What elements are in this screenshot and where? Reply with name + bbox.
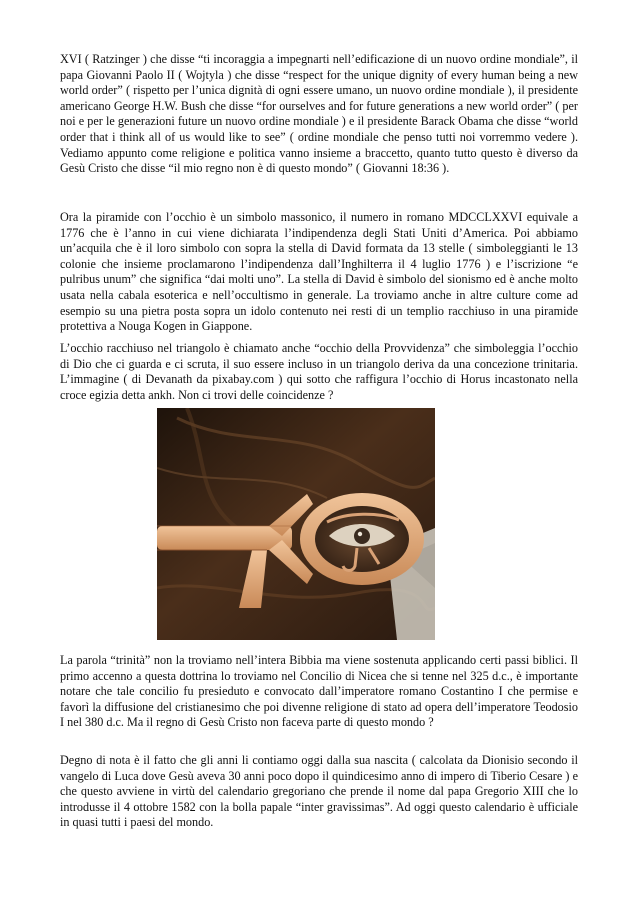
paragraph-new-world-order: XVI ( Ratzinger ) che disse “ti incoraggia a impegnarti nell’edificazione di un nuovo ordine mondiale”, il papa Giovanni Paolo II ( Wojtyla ) che disse “respect for the unique dignity of every human being a new world order” ( rispetto per l’unica dignità di ogni essere umano, un nuovo ordine mondiale ), il presidente americano George H.W. Bush che disse “for ourselves and for future generations a new world order” ( per noi e per le generazioni future un nuovo ordine mondiale ) e il presidente Barack Obama che disse “world order that i think all of us would like to see” ( ordine mondiale che penso tutti noi vorremmo vedere ). Vediamo appunto come religione e politica vanno insieme a braccetto, quanto tutto questo è diverso da Gesù Cristo che disse “il mio regno non è di questo mondo” ( Giovanni 18:36 ).: [60, 52, 578, 176]
ankh-illustration: [157, 408, 435, 640]
paragraph-eye-of-providence: L’occhio racchiuso nel triangolo è chiamato anche “occhio della Provvidenza” che simboleggia l’occhio di Dio che ci guarda e ci scruta, il suo essere incluso in un triangolo deriva da una concezione trinitaria. L’immagine ( di Devanath da pixabay.com ) qui sotto che raffigura l’occhio di Horus incastonato nella croce egizia detta ankh. Non ci trovi delle coincidenze ?: [60, 341, 578, 402]
ankh-eye-of-horus-image: [157, 408, 435, 640]
paragraph-pyramid-eye: Ora la piramide con l’occhio è un simbolo massonico, il numero in romano MDCCLXXVI equivale a 1776 che è l’anno in cui viene dichiarata l’indipendenza degli Stati Uniti d’America. Poi abbiamo un’acquila che è il loro simbolo con sopra la stella di David formata da 13 stelle ( simboleggianti le 13 colonie che insieme proclamarono l’indipendenza dall’Inghilterra il 4 luglio 1776 ) e l’iscrizione “e pulribus unum” che significa “dai molti uno”. La stella di David è simbolo del sionismo ed è anche molto usata nella cabala esoterica e nell’occultismo in generale. La troviamo anche in altre culture come ad esempio su una pietra posta sopra un idolo contenuto nei resti di un templio racchiuso in una piramide protettiva a Nouga Kogen in Giappone.: [60, 210, 578, 334]
paragraph-trinity: La parola “trinità” non la troviamo nell’intera Bibbia ma viene sostenuta applicando certi passi biblici. Il primo accenno a questa dottrina lo troviamo nel Concilio di Nicea che si tenne nel 325 d.c., è importante notare che tale concilio fu presieduto e convocato dall’imperatore romano Costantino I che permise e favorì la diffusione del cristianesimo che poi divenne religione di stato ad opera dell’imperatore Teodosio I nel 380 d.c. Ma il regno di Gesù Cristo non faceva parte di questo mondo ?: [60, 653, 578, 730]
paragraph-calendar: Degno di nota è il fatto che gli anni li contiamo oggi dalla sua nascita ( calcolata da Dionisio secondo il vangelo di Luca dove Gesù aveva 30 anni poco dopo il quindicesimo anno di impero di Tiberio Cesare ) e che questo avviene in virtù del calendario gregoriano che prende il nome dal papa Gregorio XIII che lo introdusse il 4 ottobre 1582 con la bolla papale “inter gravissimas”. Ad oggi questo calendario è ufficiale in quasi tutti i paesi del mondo.: [60, 753, 578, 830]
